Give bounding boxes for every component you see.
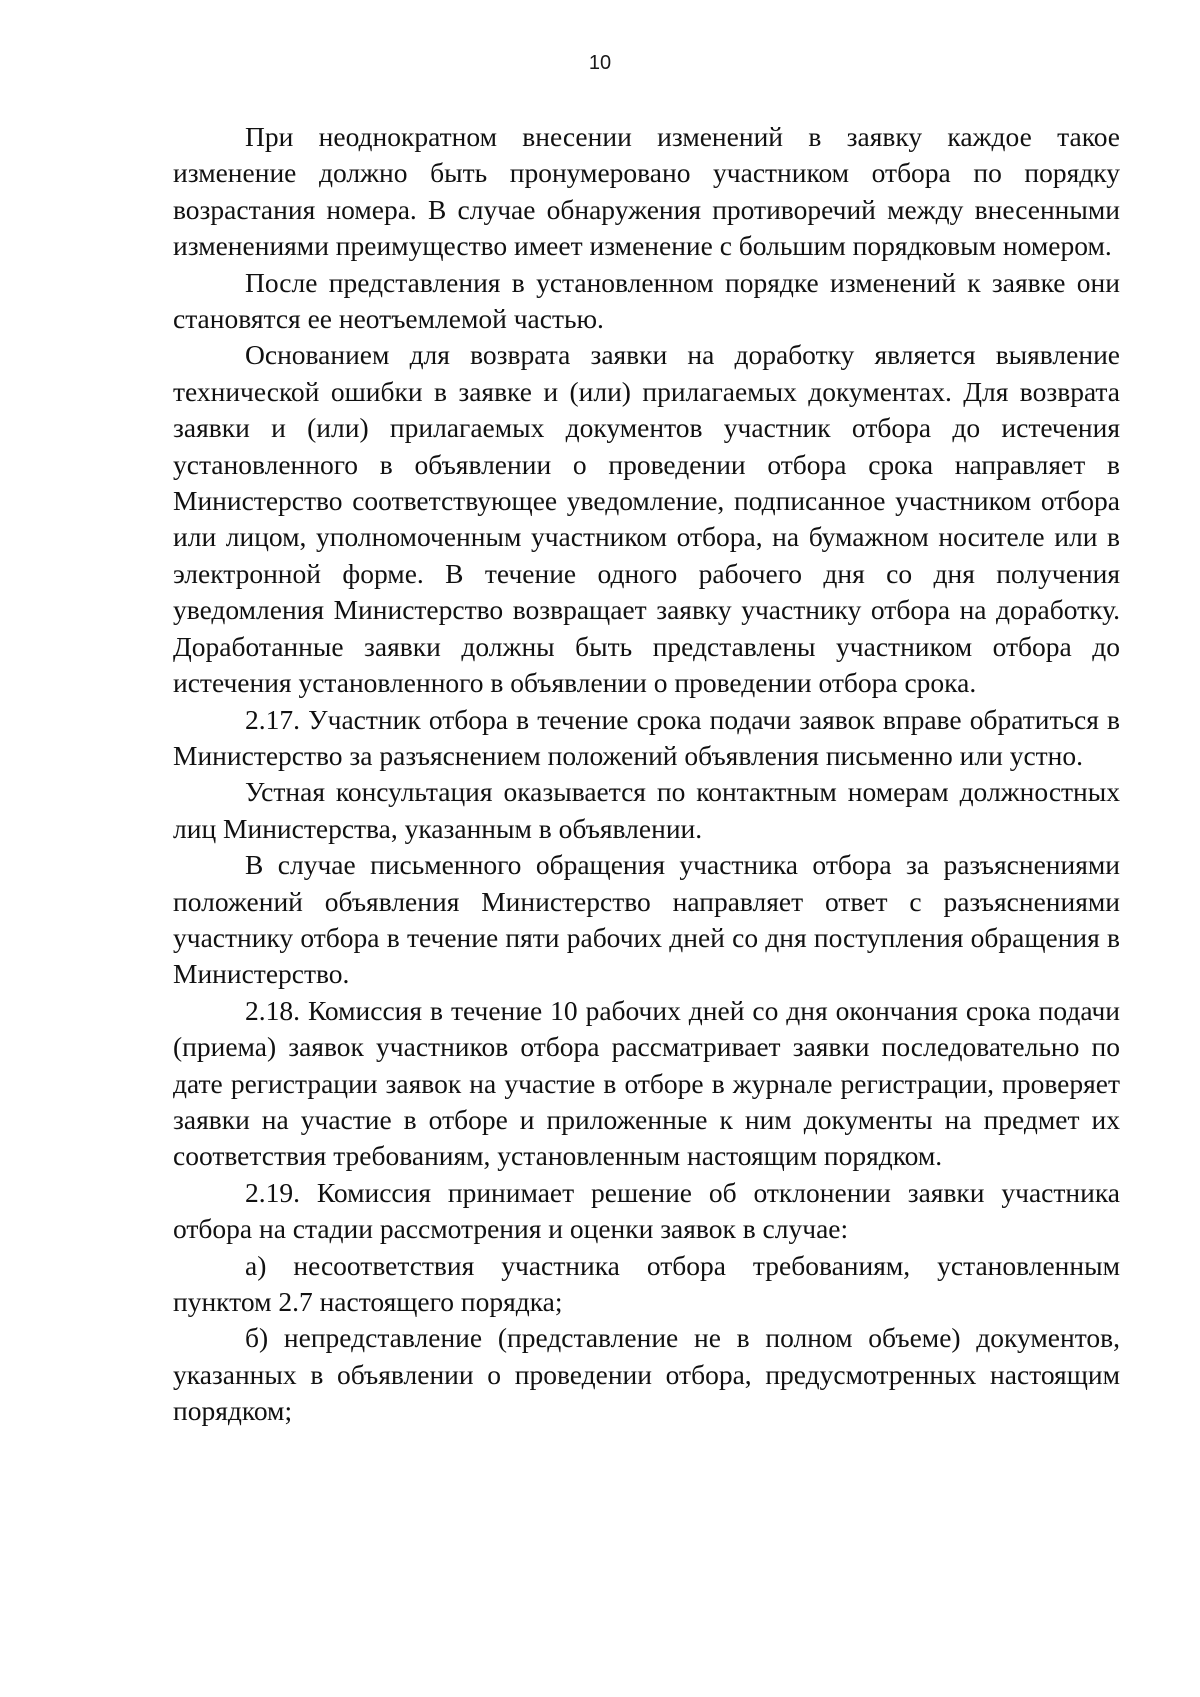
document-body (173, 119, 1120, 1430)
paragraph-amendments-numbering: При неоднократном внесении изменений в заявку каждое такое изменение должно быть пронумеровано участником отбора по порядку возрастания номера. В случае обнаружения противоречий между внесенными изменениями преимущество имеет изменение с большим порядковым номером. (173, 121, 1120, 262)
paragraph-clause-2-19-b: б) непредставление (представление не в полном объеме) документов, указанных в объявлении о проведении отбора, предусмотренных настоящим порядком; (173, 1322, 1120, 1427)
paragraph-clause-2-18: 2.18. Комиссия в течение 10 рабочих дней со дня окончания срока подачи (приема) заявок участников отбора рассматривает заявки последовательно по дате регистрации заявок на участие в отборе в журнале регистрации, проверяет заявки на участие в отборе и приложенные к ним документы на предмет их соответствия требованиям, установленным настоящим порядком. (173, 994, 1120, 1172)
paragraph-clause-2-19: 2.19. Комиссия принимает решение об отклонении заявки участника отбора на стадии рассмотрения и оценки заявок в случае: (173, 1176, 1120, 1245)
paragraph-oral-consultation: Устная консультация оказывается по контактным номерам должностных лиц Министерства, указанным в объявлении. (173, 776, 1120, 844)
paragraph-return-for-revision: Основанием для возврата заявки на доработку является выявление технической ошибки в заявке и (или) прилагаемых документах. Для возврата заявки и (или) прилагаемых документов участник отбора до истечения установленного в объявлении о проведении отбора срока направляет в Министерство соответствующее уведомление, подписанное участником отбора или лицом, уполномоченным участником отбора, на бумажном носителе или в электронной форме. В течение одного рабочего дня со дня получения уведомления Министерство возвращает заявку участнику отбора на доработку. Доработанные заявки должны быть представлены участником отбора до истечения установленного в объявлении о проведении отбора срока. (173, 339, 1120, 699)
paragraph-written-request: В случае письменного обращения участника отбора за разъяснениями положений объявления Министерство направляет ответ с разъяснениями участнику отбора в течение пяти рабочих дней со дня поступления обращения в Министерство. (173, 849, 1120, 990)
paragraph-clause-2-17: 2.17. Участник отбора в течение срока подачи заявок вправе обратиться в Министерство за разъяснением положений объявления письменно или устно. (173, 703, 1120, 771)
page-number: 10 (588, 52, 612, 74)
paragraph-clause-2-19-a: а) несоответствия участника отбора требованиям, установленным пунктом 2.7 настоящего порядка; (173, 1249, 1120, 1317)
paragraph-amendments-integral-part: После представления в установленном порядке изменений к заявке они становятся ее неотъемлемой частью. (173, 266, 1120, 335)
